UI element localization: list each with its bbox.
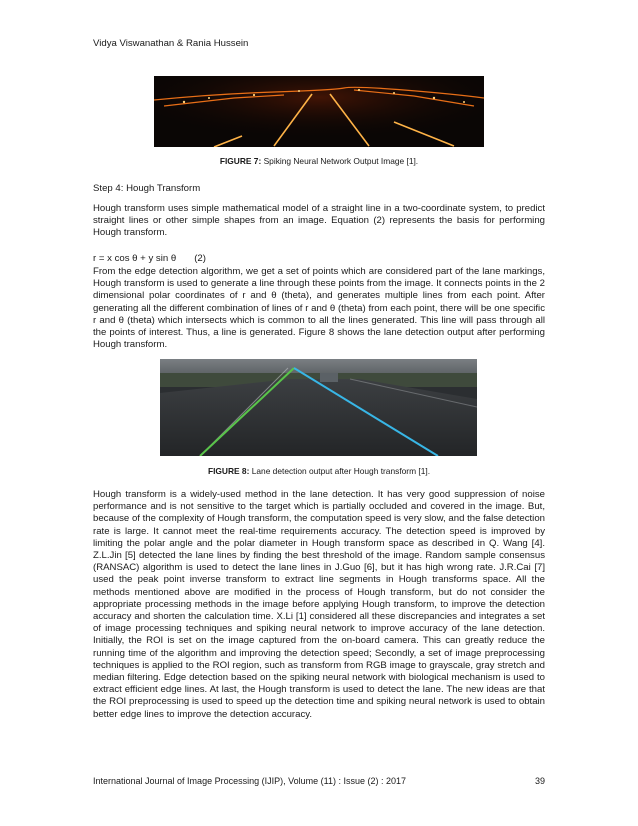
figure-7-label: FIGURE 7: <box>219 156 262 166</box>
figure-7-caption <box>0 156 638 166</box>
paragraph-related-work: Hough transform is a widely-used method in the lane detection. It has very good suppression of noise performance and is not sensitive to the target which is partially occluded and covered in the image. But, because of the complexity of Hough transform, the computation speed is very slow, and the false detection rate is large. It cannot meet the real-time requirements accuracy. The detection speed is improved by limiting the polar angle and the polar diameter in Hough transform space as described in Q. Wang [4]. Z.L.Jin [5] detected the lane lines by finding the best threshold of the image. Random sample consensus (RANSAC) algorithm is used to detect the lane lines in J.Guo [6], but it has high wrong rate. J.R.Cai [7] used the peak point inverse transform to extract line segments in Hough transforms space. All the methods mentioned above are modified in the process of Hough transform, but do not consider the appropriate processing methods in the image before applying Hough transform, to improve the detection accuracy and shorten the calculation time. X.Li [1] considered all these discrepancies and integrates a set of image processing techniques and spiking neural network to improve accuracy of the lane detection. Initially, the ROI is set on the image captured from the on-board camera. This can greatly reduce the running time of the algorithm and improving the detection speed; Secondly, a set of image preprocessing techniques is applied to the ROI region, such as transform from RGB image to grayscale, gray stretch and median filtering. Edge detection based on the spiking neural network with biological mechanism is used to extract efficient edge lines. At last, the Hough transform is used to detect the lane. The new ideas are that the ROI preprocessing is used to speed up the detection time and spiking neural network is used to obtain better edge lines to improve the detection accuracy. <box>93 489 545 720</box>
figure-8-caption-text: Lane detection output after Hough transform [1]. <box>249 466 431 476</box>
figure-8-label: FIGURE 8: <box>207 466 250 476</box>
page-number: 39 <box>535 776 546 786</box>
equation-2 <box>93 253 206 264</box>
figure-8-image <box>160 359 477 456</box>
section-heading: Step 4: Hough Transform <box>93 183 201 194</box>
figure-7-caption-text: Spiking Neural Network Output Image [1]. <box>261 156 419 166</box>
spiking-output-illustration <box>154 76 484 147</box>
paragraph-hough-intro: Hough transform uses simple mathematical model of a straight line in a two-coordinate system, to predict straight lines or other simple shapes from an image. Equation (2) represents the basis for performing Hough transform. <box>93 203 545 239</box>
figure-7-image <box>154 76 484 147</box>
figure-8-caption <box>0 466 638 476</box>
paragraph-hough-details: From the edge detection algorithm, we get a set of points which are considered part of the lane markings, Hough transform is used to generate a line through these points from the image. It connects points in the 2 dimensional polar coordinates of r and θ (theta), and generates multiple lines from each point. After generating all the different combination of lines of r and θ (theta) from each point, there will be one specific r and θ (theta) which intersects which is common to all the lines generated. This line will pass through all the points of interest. Thus, a line is generated. Figure 8 shows the lane detection output after performing Hough transform. <box>93 266 545 351</box>
journal-footer: International Journal of Image Processing (IJIP), Volume (11) : Issue (2) : 2017 <box>93 776 406 786</box>
running-header: Vidya Viswanathan & Rania Hussein <box>93 38 249 49</box>
lane-detection-illustration <box>160 359 477 456</box>
equation-text: r = x cos θ + y sin θ <box>93 253 177 264</box>
equation-number: (2) <box>194 253 206 264</box>
